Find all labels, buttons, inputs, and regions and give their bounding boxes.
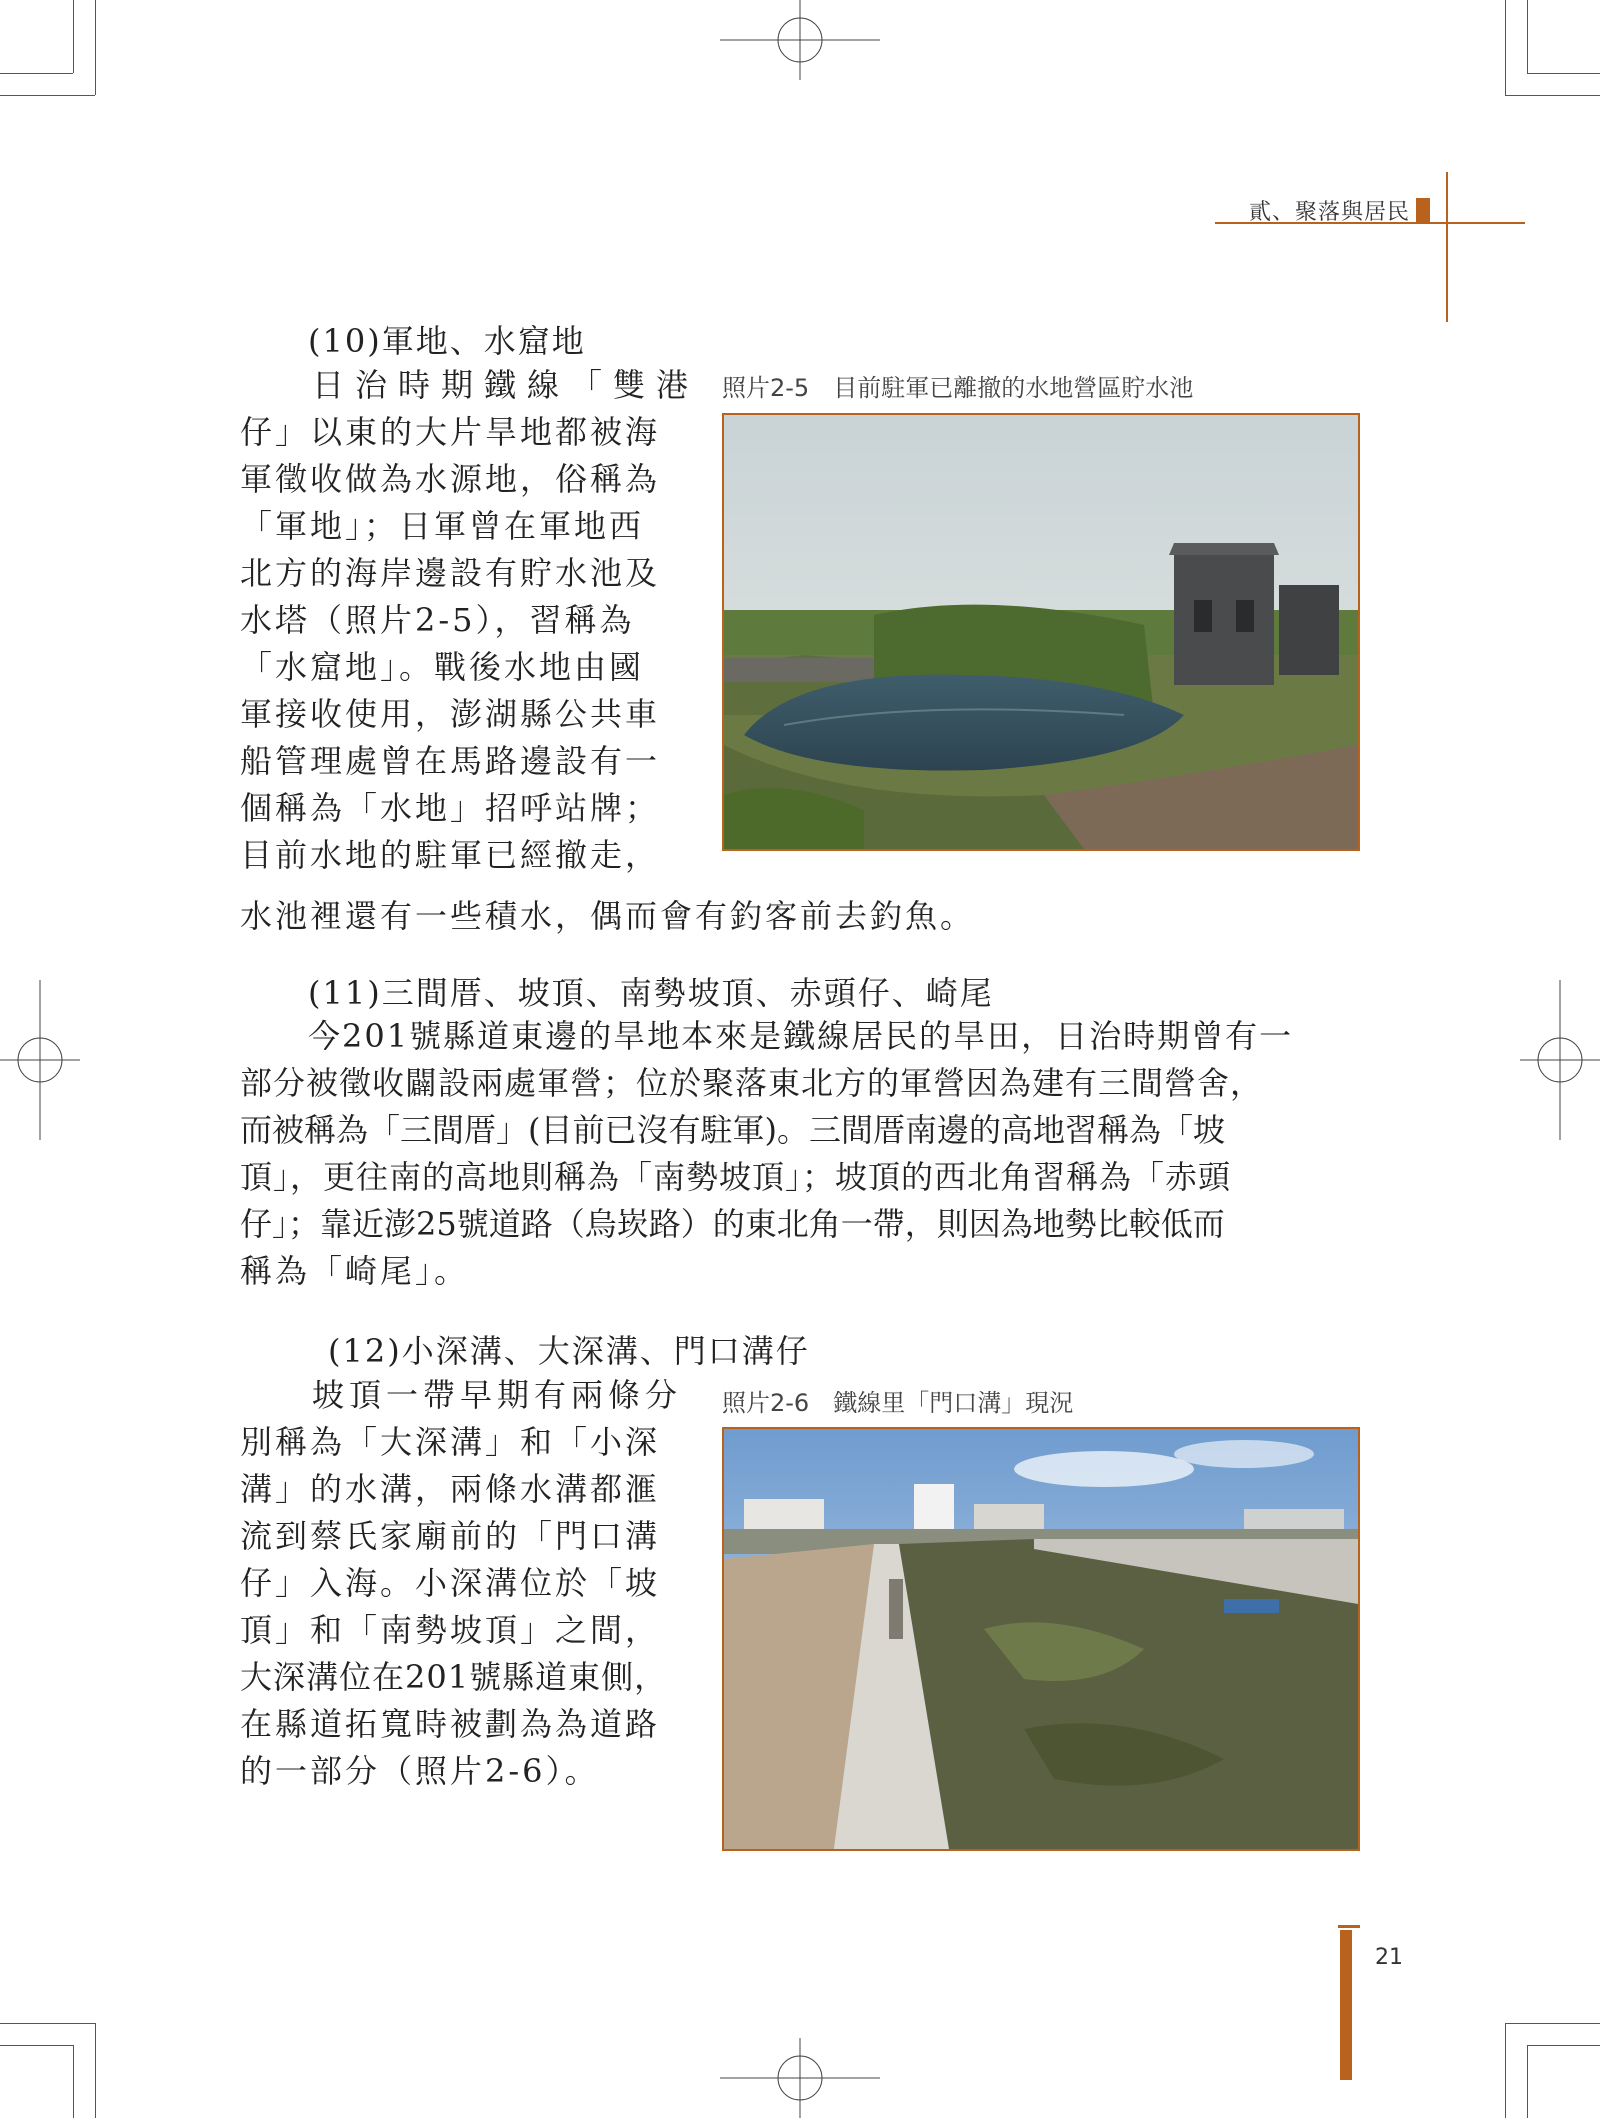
section-10-body [240, 362, 700, 879]
text-line: 目前水地的駐軍已經撤走， [240, 836, 661, 874]
section-10-last-line: 水池裡還有一些積水，偶而會有釣客前去釣魚。 [240, 897, 976, 935]
text-line: 仔」入海。小深溝位於「坡 [240, 1564, 661, 1602]
crop-mark [1505, 0, 1506, 95]
text-line: 在縣道拓寬時被劃為為道路 [240, 1705, 661, 1743]
text-line: 別稱為「大深溝」和「小深 [240, 1423, 661, 1461]
page-number-bar [1340, 1930, 1352, 2080]
section-12-body [240, 1372, 705, 1795]
registration-mark-left [0, 980, 80, 1140]
text-line: 大深溝位在201號縣道東側， [240, 1658, 668, 1696]
text-line: 北方的海岸邊設有貯水池及 [240, 554, 661, 592]
ditch-photo-image [724, 1429, 1358, 1849]
photo-2-6-caption: 照片2-6 鐵線里「門口溝」現況 [722, 1389, 1074, 1417]
crop-mark [1527, 2045, 1528, 2118]
photo-2-5 [722, 413, 1360, 851]
text-line: 稱為「崎尾」。 [240, 1252, 470, 1290]
running-header [1249, 195, 1430, 226]
section-10-heading: (10)軍地、水窟地 [308, 322, 586, 360]
photo-2-6 [722, 1427, 1360, 1851]
chapter-title: 貳、聚落與居民 [1248, 200, 1410, 225]
crop-mark [95, 2023, 96, 2118]
text-line: 坡頂一帶早期有兩條分 [312, 1376, 683, 1414]
text-line: 船管理處曾在馬路邊設有一 [240, 742, 661, 780]
text-line: 個稱為「水地」招呼站牌； [240, 789, 661, 827]
text-line: 軍接收使用，澎湖縣公共車 [240, 695, 661, 733]
crop-mark [0, 2023, 95, 2024]
crop-mark [95, 0, 96, 95]
crop-mark [1505, 95, 1600, 96]
crop-mark [73, 2045, 74, 2118]
text-line: 的一部分（照片2-6）。 [240, 1752, 600, 1790]
header-block-icon [1416, 198, 1430, 224]
text-line: 水塔（照片2-5），習稱為 [240, 601, 635, 639]
text-line: 仔」以東的大片旱地都被海 [240, 413, 661, 451]
crop-mark [1527, 2045, 1600, 2046]
crop-mark [1505, 2023, 1600, 2024]
reservoir-photo-image [724, 415, 1358, 849]
crop-mark [1527, 0, 1528, 73]
registration-mark-right [1520, 980, 1600, 1140]
crop-mark [1505, 2023, 1506, 2118]
text-line: 仔」；靠近澎25號道路（烏崁路）的東北角一帶，則因為地勢比較低而 [240, 1205, 1225, 1243]
text-line: 頂」，更往南的高地則稱為「南勢坡頂」；坡頂的西北角習稱為「赤頭 [240, 1158, 1232, 1196]
text-line: 而被稱為「三間厝」(目前已沒有駐軍)。三間厝南邊的高地習稱為「坡 [240, 1111, 1225, 1149]
text-line: 溝」的水溝，兩條水溝都滙 [240, 1470, 661, 1508]
section-12-heading: (12)小深溝、大深溝、門口溝仔 [328, 1332, 810, 1370]
text-line: 日治時期鐵線「雙港 [312, 366, 700, 404]
crop-mark [0, 95, 95, 96]
crop-mark [73, 0, 74, 73]
crop-mark [1527, 73, 1600, 74]
crop-mark [0, 2045, 73, 2046]
text-line: 今201號縣道東邊的旱地本來是鐵線居民的旱田，日治時期曾有一 [308, 1017, 1294, 1055]
registration-mark-bottom [720, 2038, 880, 2118]
registration-mark-top [720, 0, 880, 80]
text-line: 「軍地」；日軍曾在軍地西 [240, 507, 645, 545]
section-11-heading: (11)三間厝、坡頂、南勢坡頂、赤頭仔、崎尾 [308, 974, 994, 1012]
photo-2-5-caption: 照片2-5 目前駐軍已離撤的水地營區貯水池 [722, 374, 1194, 402]
page-number: 21 [1375, 1945, 1403, 1970]
text-line: 部分被徵收闢設兩處軍營；位於聚落東北方的軍營因為建有三間營舍， [240, 1064, 1264, 1102]
section-11-body [240, 1013, 1365, 1295]
crop-mark [0, 73, 73, 74]
text-line: 「水窟地」。戰後水地由國 [240, 648, 645, 686]
page-number-bar-cap [1338, 1925, 1360, 1928]
text-line: 軍徵收做為水源地，俗稱為 [240, 460, 661, 498]
text-line: 流到蔡氏家廟前的「門口溝 [240, 1517, 661, 1555]
text-line: 頂」和「南勢坡頂」之間， [240, 1611, 661, 1649]
header-vertical-rule [1446, 172, 1448, 322]
